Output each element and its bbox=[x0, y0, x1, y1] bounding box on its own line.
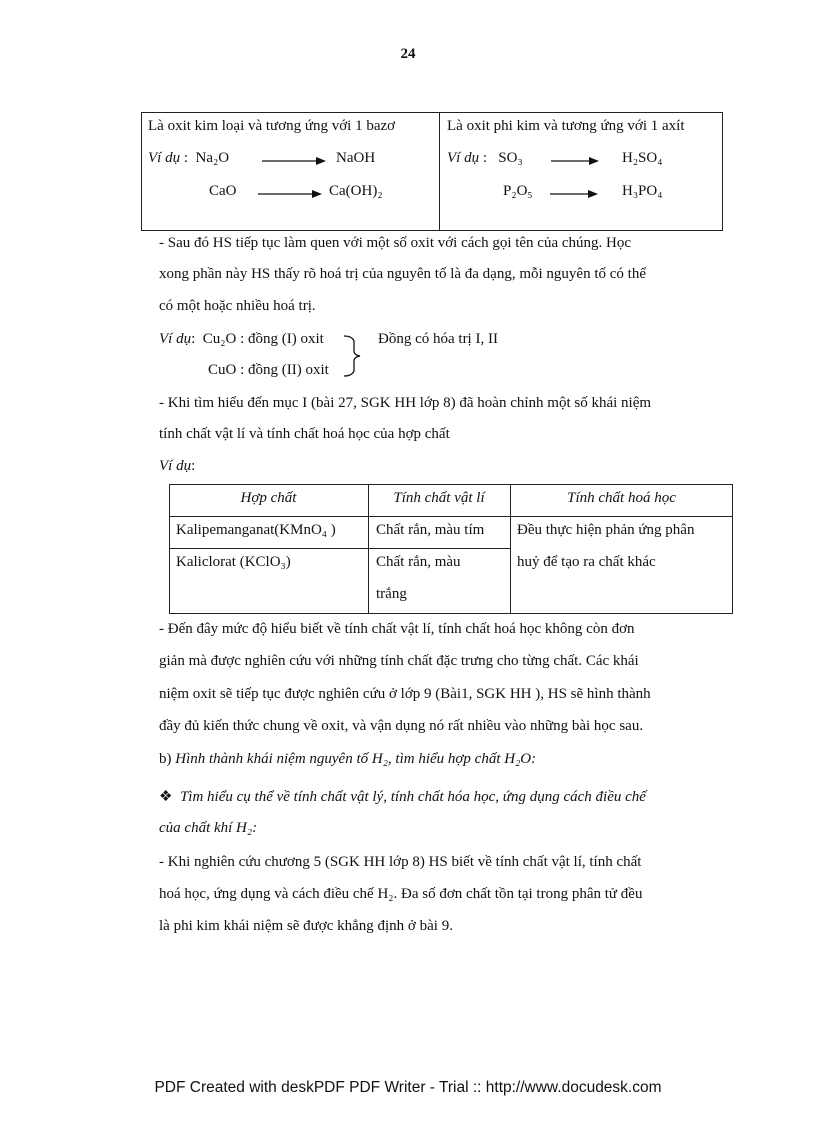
oxide-formula: Na₂O bbox=[195, 150, 230, 166]
table-cell-compound: Kalipemanganat(KMnO₄ ) bbox=[176, 522, 336, 538]
example-label: Ví dụ bbox=[447, 150, 480, 166]
acid-formula: H₃PO₄ bbox=[622, 183, 663, 199]
copper-example-line1: Ví dụ: Cu₂O : đồng (I) oxit bbox=[159, 331, 324, 347]
copper-valence-note: Đồng có hóa trị I, II bbox=[378, 331, 498, 347]
paragraph-line: hoá học, ứng dụng và cách điều chế H₂. Đa số đơn chất tồn tại trong phân tử đều bbox=[159, 886, 643, 902]
section-b-heading: b) Hình thành khái niệm nguyên tố H₂, tìm hiểu hợp chất H₂O: bbox=[159, 751, 537, 767]
paragraph-line: giản mà được nghiên cứu với những tính chất đặc trưng cho từng chất. Các khái bbox=[159, 653, 639, 669]
acid-formula: H₂SO₄ bbox=[622, 150, 663, 166]
reaction-arrow-icon bbox=[262, 155, 326, 167]
table-cell-compound: Kaliclorat (KClO₃) bbox=[176, 554, 291, 570]
base-formula: NaOH bbox=[336, 150, 376, 166]
example-label: Ví dụ bbox=[148, 150, 181, 166]
oxide-right-header: Là oxit phi kim và tương ứng với 1 axít bbox=[447, 118, 685, 134]
table-row-divider bbox=[170, 548, 511, 549]
table-cell-physical: trắng bbox=[376, 586, 407, 602]
pdf-footer-watermark: PDF Created with deskPDF PDF Writer - Trial :: http://www.docudesk.com bbox=[154, 1079, 662, 1096]
page-number: 24 bbox=[400, 46, 416, 62]
table-cell-physical: Chất rắn, màu tím bbox=[376, 522, 485, 538]
base-formula: Ca(OH)₂ bbox=[329, 183, 383, 199]
right-brace-icon bbox=[342, 333, 364, 379]
table-header-chemical: Tính chất hoá học bbox=[567, 490, 676, 506]
paragraph-line: tính chất vật lí và tính chất hoá học của hợp chất bbox=[159, 426, 450, 442]
oxide-formula: P₂O₅ bbox=[503, 183, 533, 199]
diamond-bullet-icon: ❖ bbox=[159, 789, 173, 805]
table-header-physical: Tính chất vật lí bbox=[393, 490, 485, 506]
paragraph-line: - Khi tìm hiểu đến mục I (bài 27, SGK HH lớp 8) đã hoàn chỉnh một số khái niệm bbox=[159, 395, 652, 411]
table-cell-physical: Chất rắn, màu bbox=[376, 554, 461, 570]
oxide-left-example-row1: Ví dụ : Na₂O bbox=[148, 150, 230, 166]
table-header-compound: Hợp chất bbox=[240, 490, 297, 506]
bullet-item: ❖ Tìm hiểu cụ thể về tính chất vật lý, tính chất hóa học, ứng dụng cách điều chế bbox=[159, 789, 646, 805]
paragraph-line: niệm oxit sẽ tiếp tục được nghiên cứu ở lớp 9 (Bài1, SGK HH ), HS sẽ hình thành bbox=[159, 686, 651, 702]
reaction-arrow-icon bbox=[258, 188, 322, 200]
copper-example-line2: CuO : đồng (II) oxit bbox=[208, 362, 329, 378]
reaction-arrow-icon bbox=[551, 155, 599, 167]
paragraph-line: - Khi nghiên cứu chương 5 (SGK HH lớp 8) HS biết về tính chất vật lí, tính chất bbox=[159, 854, 642, 870]
bullet-item-continuation: của chất khí H₂: bbox=[159, 820, 258, 836]
table-divider bbox=[439, 113, 440, 230]
oxide-right-example-row1: Ví dụ : SO₃ bbox=[447, 150, 523, 166]
table-cell-chemical: Đều thực hiện phản ứng phân bbox=[517, 522, 695, 538]
paragraph-line: - Sau đó HS tiếp tục làm quen với một số oxit với cách gọi tên của chúng. Học bbox=[159, 235, 632, 251]
reaction-arrow-icon bbox=[550, 188, 598, 200]
oxide-left-header: Là oxit kim loại và tương ứng với 1 bazơ bbox=[148, 118, 396, 134]
table-cell-chemical: huỷ để tạo ra chất khác bbox=[517, 554, 656, 570]
table-row-divider bbox=[170, 516, 732, 517]
paragraph-line: - Đến đây mức độ hiểu biết về tính chất vật lí, tính chất hoá học không còn đơn bbox=[159, 621, 635, 637]
paragraph-line: có một hoặc nhiều hoá trị. bbox=[159, 298, 316, 314]
paragraph-line: đầy đủ kiến thức chung về oxit, và vận dụng nó rất nhiều vào những bài học sau. bbox=[159, 718, 644, 734]
oxide-formula: SO₃ bbox=[498, 150, 523, 166]
example-label: Ví dụ: bbox=[159, 458, 196, 474]
oxide-formula: CaO bbox=[209, 183, 237, 199]
example-label: Ví dụ bbox=[159, 331, 192, 347]
paragraph-line: xong phần này HS thấy rõ hoá trị của nguyên tố là đa dạng, mỗi nguyên tố có thể bbox=[159, 266, 646, 282]
paragraph-line: là phi kim khái niệm sẽ được khẳng định ở bài 9. bbox=[159, 918, 453, 934]
